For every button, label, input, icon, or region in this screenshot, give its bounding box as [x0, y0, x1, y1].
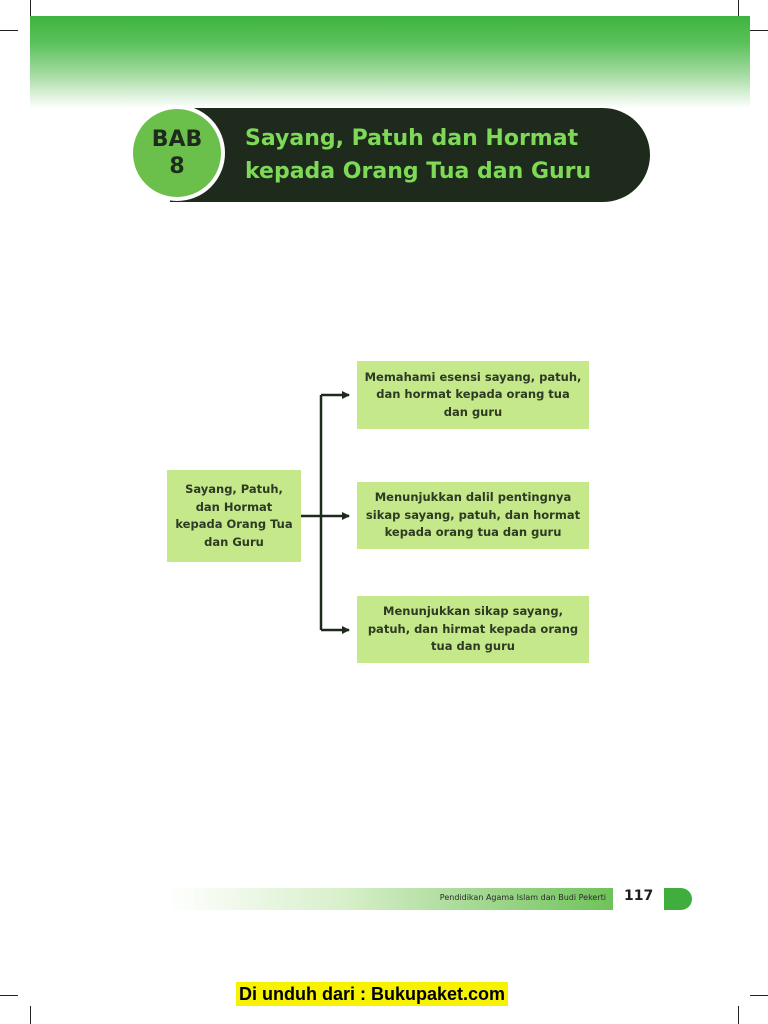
chapter-badge-number: 8: [169, 154, 185, 179]
concept-branch-box: Menunjukkan sikap sayang, patuh, dan hirmat kepada orang tua dan guru: [357, 596, 589, 663]
chapter-title-line2: kepada Orang Tua dan Guru: [245, 159, 592, 184]
chapter-title-line1: Sayang, Patuh dan Hormat: [245, 126, 579, 151]
chapter-badge-label: BAB: [151, 127, 203, 152]
page-number: 117: [624, 888, 654, 904]
download-source-note: Di unduh dari : Bukupaket.com: [236, 982, 508, 1006]
concept-branch-box: Memahami esensi sayang, patuh, dan hormat kepada orang tua dan guru: [357, 361, 589, 429]
page-tab: [664, 888, 692, 910]
footer-book-title: Pendidikan Agama Islam dan Budi Pekerti: [439, 893, 606, 902]
concept-root-box: Sayang, Patuh, dan Hormat kepada Orang Tua dan Guru: [167, 470, 301, 562]
concept-branch-box: Menunjukkan dalil pentingnya sikap sayang, patuh, dan hormat kepada orang tua dan guru: [357, 482, 589, 549]
